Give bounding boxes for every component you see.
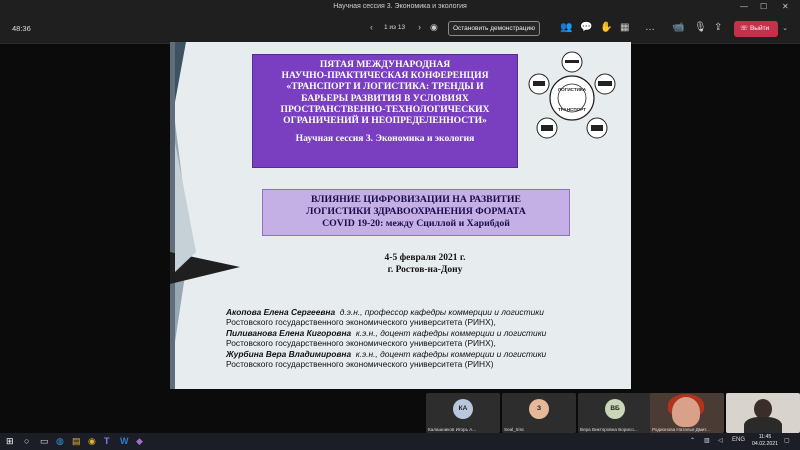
video-body — [744, 417, 782, 433]
topic-line: COVID 19-20: между Сциллой и Харибдой — [322, 218, 510, 229]
chevron-right-icon[interactable]: › — [418, 22, 421, 32]
participant-tile[interactable] — [578, 393, 652, 433]
video-head — [754, 399, 772, 419]
author-role: к.э.н., доцент кафедры коммерции и логистики — [355, 348, 547, 359]
clock-date: 04.02.2021 — [752, 441, 778, 447]
meeting-timer: 48:36 — [12, 24, 31, 33]
conference-line: ОГРАНИЧЕНИЙ И НЕОПРЕДЕЛЕННОСТИ» — [283, 115, 487, 127]
shared-slide — [170, 42, 631, 389]
conference-title-box — [252, 54, 518, 168]
topic-line: ВЛИЯНИЕ ЦИФРОВИЗАЦИИ НА РАЗВИТИЕ — [310, 194, 521, 205]
train-icon — [598, 81, 612, 86]
volume-icon[interactable]: ◁ — [718, 438, 723, 444]
author-name: Акопова Елена Сергеевна — [226, 307, 336, 317]
mic-icon[interactable]: 🎙 — [694, 22, 707, 33]
participant-name: Seal_trisc — [504, 427, 525, 432]
page-counter: 1 из 13 — [384, 24, 406, 31]
logo-text-bottom: ТРАНСПОРТ — [557, 107, 587, 112]
notifications-icon[interactable]: ▢ — [784, 438, 790, 444]
author-line — [226, 349, 626, 359]
leave-button[interactable] — [734, 21, 788, 37]
explorer-icon[interactable]: ▤ — [72, 436, 81, 446]
share-icon[interactable]: ⇪ — [714, 22, 723, 33]
participant-name: Калашников Игорь А... — [428, 427, 477, 432]
network-icon[interactable]: ▥ — [704, 438, 710, 444]
author-role: к.э.н., доцент кафедры коммерции и логистики — [355, 327, 547, 338]
participant-video-tile[interactable] — [650, 393, 724, 433]
close-button[interactable]: ✕ — [782, 2, 789, 11]
authors-list — [226, 307, 626, 369]
avatar: КА — [453, 399, 473, 419]
camera-icon[interactable]: 📹 — [672, 22, 685, 33]
author-org: Ростовского государственного экономического университета (РИНХ), — [226, 317, 496, 328]
plane-icon — [565, 60, 579, 63]
participant-name: Родионова Наталья Дмит... — [652, 427, 710, 432]
truck-icon — [591, 125, 603, 131]
event-date: 4-5 февраля 2021 г. — [384, 253, 466, 263]
edge-icon[interactable]: ◍ — [56, 436, 64, 446]
chevron-down-icon[interactable]: ⌄ — [782, 25, 788, 32]
minimize-button[interactable]: — — [740, 2, 748, 11]
avatar: ВБ — [605, 399, 625, 419]
self-video-tile[interactable] — [726, 393, 800, 433]
chrome-icon[interactable]: ◉ — [88, 436, 96, 446]
meeting-toolbar — [0, 14, 800, 44]
topic-title-box — [262, 189, 570, 236]
chat-icon[interactable]: 💬 — [580, 22, 593, 33]
windows-taskbar — [0, 433, 800, 450]
raise-hand-icon[interactable]: ✋ — [600, 22, 613, 33]
author-line — [226, 307, 626, 317]
start-icon[interactable]: ⊞ — [6, 436, 14, 446]
conference-line: ПРОСТРАНСТВЕННО-ТЕХНОЛОГИЧЕСКИХ — [280, 103, 490, 115]
author-name: Журбина Вера Владимировна — [226, 348, 352, 359]
date-location — [320, 252, 530, 276]
participant-tile[interactable] — [426, 393, 500, 433]
author-org: Ростовского государственного экономического университета (РИНХ), — [226, 338, 496, 349]
clock-time: 11:45 — [758, 434, 772, 440]
phone-icon: ☏ — [740, 25, 750, 32]
author-role: д.э.н., профессор кафедры коммерции и логистики — [339, 307, 544, 317]
lorry-icon — [541, 125, 553, 131]
participant-name: Вера Викторовна Борисо... — [580, 427, 638, 432]
conference-line: БАРЬЕРЫ РАЗВИТИЯ В УСЛОВИЯХ — [301, 92, 469, 104]
rooms-icon[interactable]: ▦ — [620, 22, 630, 33]
avatar: З — [529, 399, 549, 419]
event-city: г. Ростов-на-Дону — [387, 265, 463, 275]
logo-text-top: ЛОГИСТИКА — [557, 87, 587, 92]
teams-icon[interactable]: T — [104, 436, 110, 446]
conference-line: НАУЧНО-ПРАКТИЧЕСКАЯ КОНФЕРЕНЦИЯ — [281, 70, 489, 82]
tray-arrow-icon[interactable]: ⌃ — [690, 438, 696, 444]
task-view-icon[interactable]: ▭ — [40, 436, 49, 446]
eye-icon[interactable]: ◉ — [430, 22, 438, 32]
language-indicator[interactable]: ENG — [732, 437, 746, 443]
leave-label: Выйти — [749, 25, 770, 32]
author-line — [226, 328, 626, 338]
participant-tile[interactable] — [502, 393, 576, 433]
search-icon[interactable]: ○ — [24, 436, 30, 446]
maximize-button[interactable]: ☐ — [760, 2, 768, 11]
clock[interactable] — [752, 434, 778, 448]
chevron-left-icon[interactable]: ‹ — [370, 22, 373, 32]
author-org: Ростовского государственного экономического университета (РИНХ) — [226, 359, 494, 370]
window-title: Научная сессия 3. Экономика и экология — [333, 3, 467, 10]
more-icon[interactable]: … — [645, 22, 655, 33]
conference-line: ПЯТАЯ МЕЖДУНАРОДНАЯ — [319, 59, 451, 70]
topic-line: ЛОГИСТИКИ ЗДРАВООХРАНЕНИЯ ФОРМАТА — [306, 206, 526, 217]
participant-strip — [426, 393, 800, 433]
drop-icon[interactable]: ◆ — [136, 436, 143, 446]
stop-presenting-button[interactable]: Остановить демонстрацию — [448, 21, 540, 36]
window-titlebar — [0, 0, 800, 14]
author-name: Пиливанова Елена Кигоровна — [226, 327, 352, 338]
conference-logo — [525, 48, 619, 144]
people-icon[interactable]: 👥 — [560, 22, 573, 33]
video-face — [672, 397, 700, 427]
ship-icon — [533, 81, 545, 86]
session-title: Научная сессия 3. Экономика и экология — [295, 133, 475, 145]
word-icon[interactable]: W — [120, 436, 129, 446]
conference-line: «ТРАНСПОРТ И ЛОГИСТИКА: ТРЕНДЫ И — [286, 81, 484, 93]
